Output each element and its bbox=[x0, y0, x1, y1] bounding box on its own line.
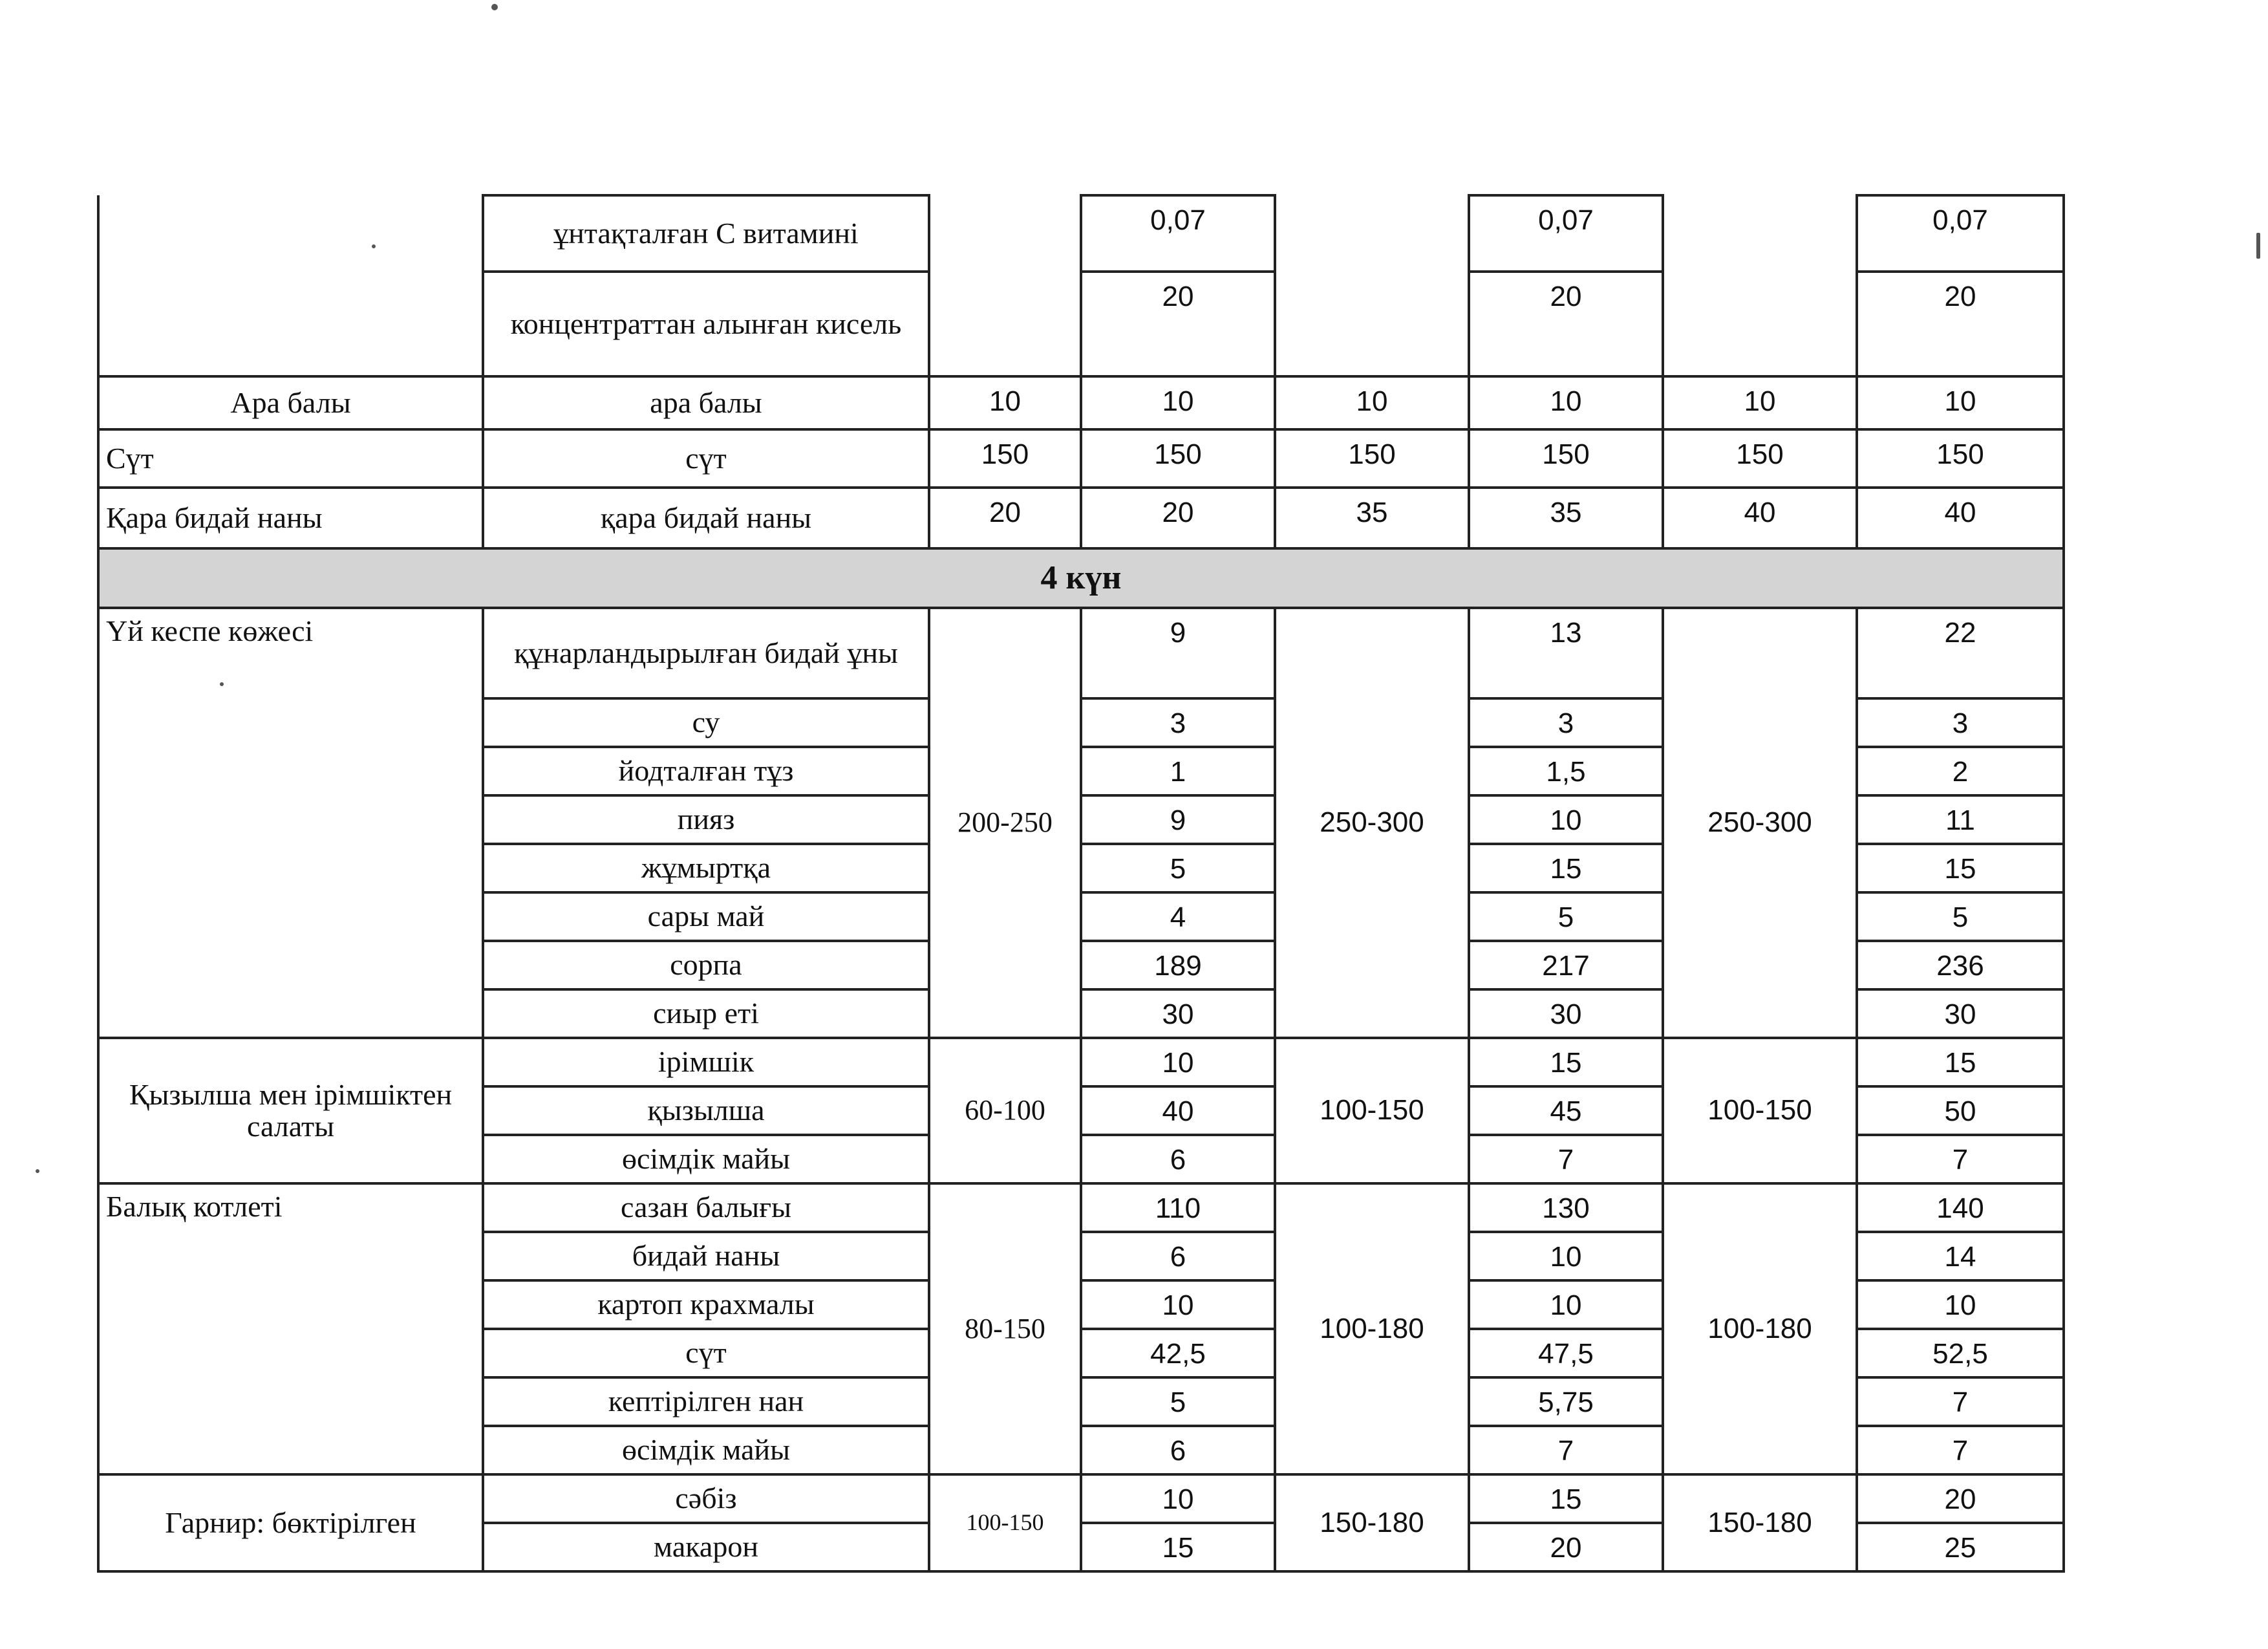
ingredient-cell: сүт bbox=[483, 429, 929, 488]
portion-cell: 250-300 bbox=[1275, 608, 1469, 1038]
ingredient-cell: қызылша bbox=[483, 1086, 929, 1135]
value-cell: 20 bbox=[1857, 1474, 2064, 1523]
value-cell: 0,07 bbox=[1469, 195, 1663, 272]
value-cell: 0,07 bbox=[1857, 195, 2064, 272]
value-cell: 15 bbox=[1857, 844, 2064, 892]
value-cell: 150 bbox=[1857, 429, 2064, 488]
value-cell bbox=[1275, 195, 1469, 272]
portion-cell: 100-150 bbox=[1663, 1038, 1857, 1183]
value-cell: 50 bbox=[1857, 1086, 2064, 1135]
dish-cell: Гарнир: бөктірілген bbox=[98, 1474, 483, 1571]
value-cell: 20 bbox=[1081, 488, 1275, 548]
value-cell: 42,5 bbox=[1081, 1329, 1275, 1377]
ingredient-cell: сүт bbox=[483, 1329, 929, 1377]
value-cell: 13 bbox=[1469, 608, 1663, 698]
portion-cell: 100-180 bbox=[1663, 1183, 1857, 1474]
value-cell: 14 bbox=[1857, 1232, 2064, 1280]
value-cell: 20 bbox=[1469, 272, 1663, 376]
value-cell: 2 bbox=[1857, 747, 2064, 795]
value-cell: 45 bbox=[1469, 1086, 1663, 1135]
ingredient-cell: макарон bbox=[483, 1523, 929, 1571]
table-row bbox=[98, 1474, 2064, 1523]
value-cell: 5 bbox=[1469, 892, 1663, 941]
value-cell: 140 bbox=[1857, 1183, 2064, 1232]
scan-speck bbox=[491, 4, 498, 10]
ingredient-cell: пияз bbox=[483, 795, 929, 844]
value-cell bbox=[1275, 272, 1469, 376]
scan-speck bbox=[36, 1169, 39, 1173]
ingredient-cell: бидай наны bbox=[483, 1232, 929, 1280]
portion-cell: 100-150 bbox=[929, 1474, 1081, 1571]
value-cell: 150 bbox=[1469, 429, 1663, 488]
value-cell: 150 bbox=[1081, 429, 1275, 488]
value-cell: 10 bbox=[1663, 376, 1857, 429]
value-cell: 1,5 bbox=[1469, 747, 1663, 795]
value-cell: 30 bbox=[1469, 989, 1663, 1038]
value-cell: 7 bbox=[1469, 1426, 1663, 1474]
value-cell: 3 bbox=[1857, 698, 2064, 747]
ingredient-cell: құнарландырылған бидай ұны bbox=[483, 608, 929, 698]
value-cell bbox=[929, 272, 1081, 376]
table-row bbox=[98, 376, 2064, 429]
dish-cell: Үй кеспе көжесі bbox=[98, 608, 483, 1038]
value-cell: 4 bbox=[1081, 892, 1275, 941]
value-cell: 10 bbox=[1469, 1232, 1663, 1280]
ingredient-cell: кептірілген нан bbox=[483, 1377, 929, 1426]
ingredient-cell: сазан балығы bbox=[483, 1183, 929, 1232]
value-cell: 20 bbox=[929, 488, 1081, 548]
scan-speck bbox=[2256, 233, 2260, 259]
value-cell: 110 bbox=[1081, 1183, 1275, 1232]
scan-speck bbox=[220, 682, 224, 686]
table-row bbox=[98, 1038, 2064, 1086]
ingredient-cell: ұнтақталған С витамині bbox=[483, 195, 929, 272]
value-cell: 10 bbox=[1857, 1280, 2064, 1329]
value-cell: 3 bbox=[1081, 698, 1275, 747]
value-cell: 0,07 bbox=[1081, 195, 1275, 272]
dish-cell: Ара балы bbox=[98, 376, 483, 429]
ingredient-cell: қара бидай наны bbox=[483, 488, 929, 548]
value-cell: 150 bbox=[1275, 429, 1469, 488]
value-cell: 6 bbox=[1081, 1232, 1275, 1280]
value-cell: 40 bbox=[1857, 488, 2064, 548]
ingredient-cell: өсімдік майы bbox=[483, 1426, 929, 1474]
value-cell: 5 bbox=[1081, 1377, 1275, 1426]
value-cell: 20 bbox=[1857, 272, 2064, 376]
value-cell: 7 bbox=[1469, 1135, 1663, 1183]
ingredient-cell: концентраттан алынған кисель bbox=[483, 272, 929, 376]
table-row bbox=[98, 488, 2064, 548]
value-cell: 7 bbox=[1857, 1135, 2064, 1183]
dish-cell bbox=[98, 195, 483, 272]
value-cell: 7 bbox=[1857, 1377, 2064, 1426]
value-cell: 30 bbox=[1857, 989, 2064, 1038]
value-cell: 10 bbox=[1469, 795, 1663, 844]
value-cell: 15 bbox=[1857, 1038, 2064, 1086]
value-cell: 20 bbox=[1469, 1523, 1663, 1571]
dish-cell bbox=[98, 272, 483, 376]
portion-cell: 150-180 bbox=[1275, 1474, 1469, 1571]
value-cell: 40 bbox=[1663, 488, 1857, 548]
table-row bbox=[98, 272, 2064, 376]
value-cell: 217 bbox=[1469, 941, 1663, 989]
value-cell: 15 bbox=[1469, 844, 1663, 892]
value-cell: 11 bbox=[1857, 795, 2064, 844]
value-cell: 3 bbox=[1469, 698, 1663, 747]
ingredient-cell: жұмыртқа bbox=[483, 844, 929, 892]
value-cell: 10 bbox=[929, 376, 1081, 429]
portion-cell: 100-150 bbox=[1275, 1038, 1469, 1183]
portion-cell: 80-150 bbox=[929, 1183, 1081, 1474]
value-cell: 236 bbox=[1857, 941, 2064, 989]
value-cell: 10 bbox=[1081, 1474, 1275, 1523]
value-cell: 15 bbox=[1469, 1038, 1663, 1086]
day-header: 4 күн bbox=[98, 548, 2064, 608]
value-cell: 1 bbox=[1081, 747, 1275, 795]
value-cell: 47,5 bbox=[1469, 1329, 1663, 1377]
ingredient-cell: сиыр еті bbox=[483, 989, 929, 1038]
dish-cell: Сүт bbox=[98, 429, 483, 488]
portion-cell: 100-180 bbox=[1275, 1183, 1469, 1474]
scan-speck bbox=[372, 244, 376, 248]
dish-cell: Балық котлеті bbox=[98, 1183, 483, 1474]
value-cell: 150 bbox=[1663, 429, 1857, 488]
portion-cell: 250-300 bbox=[1663, 608, 1857, 1038]
table-row bbox=[98, 608, 2064, 698]
table-row bbox=[98, 195, 2064, 272]
ingredient-cell: сорпа bbox=[483, 941, 929, 989]
value-cell: 15 bbox=[1081, 1523, 1275, 1571]
ingredient-cell: су bbox=[483, 698, 929, 747]
ingredient-cell: сары май bbox=[483, 892, 929, 941]
value-cell: 30 bbox=[1081, 989, 1275, 1038]
value-cell: 10 bbox=[1857, 376, 2064, 429]
value-cell: 10 bbox=[1081, 376, 1275, 429]
value-cell: 35 bbox=[1469, 488, 1663, 548]
value-cell: 40 bbox=[1081, 1086, 1275, 1135]
value-cell: 15 bbox=[1469, 1474, 1663, 1523]
value-cell bbox=[929, 195, 1081, 272]
ingredient-cell: ірімшік bbox=[483, 1038, 929, 1086]
value-cell: 150 bbox=[929, 429, 1081, 488]
day-header-row bbox=[98, 548, 2064, 608]
value-cell: 189 bbox=[1081, 941, 1275, 989]
table-row bbox=[98, 1183, 2064, 1232]
portion-cell: 60-100 bbox=[929, 1038, 1081, 1183]
value-cell: 52,5 bbox=[1857, 1329, 2064, 1377]
portion-cell: 200-250 bbox=[929, 608, 1081, 1038]
ingredient-cell: сәбіз bbox=[483, 1474, 929, 1523]
ingredient-cell: картоп крахмалы bbox=[483, 1280, 929, 1329]
value-cell: 130 bbox=[1469, 1183, 1663, 1232]
value-cell bbox=[1663, 272, 1857, 376]
ingredient-cell: өсімдік майы bbox=[483, 1135, 929, 1183]
value-cell: 5,75 bbox=[1469, 1377, 1663, 1426]
value-cell: 25 bbox=[1857, 1523, 2064, 1571]
value-cell: 6 bbox=[1081, 1426, 1275, 1474]
value-cell: 10 bbox=[1469, 1280, 1663, 1329]
dish-cell: Қызылша мен ірімшіктен салаты bbox=[98, 1038, 483, 1183]
value-cell: 9 bbox=[1081, 795, 1275, 844]
ingredient-cell: йодталған тұз bbox=[483, 747, 929, 795]
value-cell: 10 bbox=[1469, 376, 1663, 429]
table-row bbox=[98, 429, 2064, 488]
value-cell: 10 bbox=[1081, 1280, 1275, 1329]
nutrition-table bbox=[97, 194, 2065, 1573]
value-cell: 5 bbox=[1081, 844, 1275, 892]
portion-cell: 150-180 bbox=[1663, 1474, 1857, 1571]
ingredient-cell: ара балы bbox=[483, 376, 929, 429]
dish-cell: Қара бидай наны bbox=[98, 488, 483, 548]
value-cell: 6 bbox=[1081, 1135, 1275, 1183]
value-cell bbox=[1663, 195, 1857, 272]
value-cell: 20 bbox=[1081, 272, 1275, 376]
value-cell: 22 bbox=[1857, 608, 2064, 698]
value-cell: 10 bbox=[1081, 1038, 1275, 1086]
value-cell: 9 bbox=[1081, 608, 1275, 698]
value-cell: 7 bbox=[1857, 1426, 2064, 1474]
value-cell: 35 bbox=[1275, 488, 1469, 548]
value-cell: 10 bbox=[1275, 376, 1469, 429]
value-cell: 5 bbox=[1857, 892, 2064, 941]
